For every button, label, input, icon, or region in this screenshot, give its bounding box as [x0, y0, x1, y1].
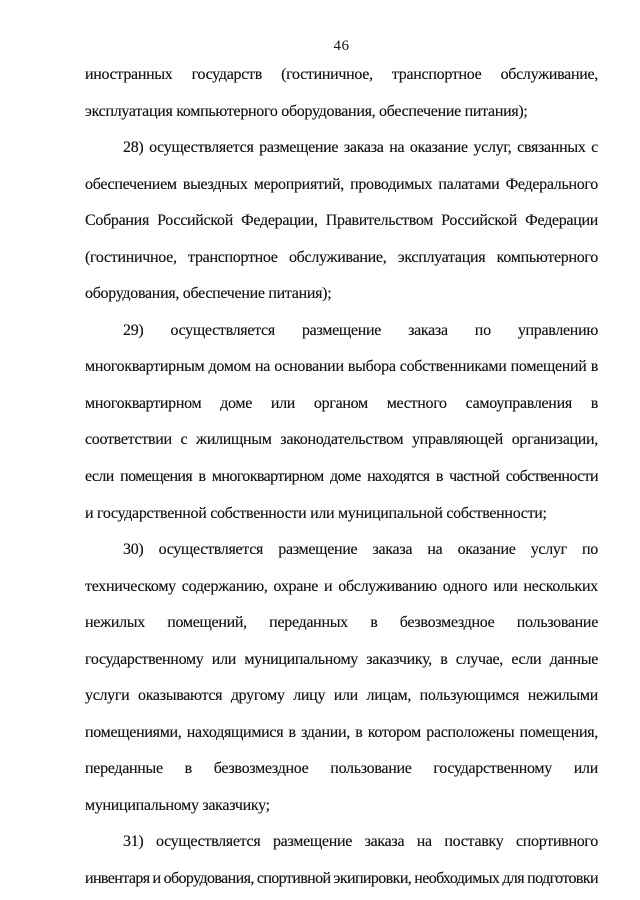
text-line: муниципальному заказчику; — [85, 796, 270, 814]
text-line: и государственной собственности или муниципальной собственности; — [85, 504, 547, 522]
text-line: нежилых помещений, переданных в безвозмездное пользование — [85, 614, 598, 632]
text-line: если помещения в многоквартирном доме находятся в частной собственности — [85, 468, 598, 486]
text-line: оборудования, обеспечение питания); — [85, 285, 332, 303]
text-line: иностранных государств (гостиничное, транспортное обслуживание, — [85, 66, 598, 83]
text-line: помещениями, находящимися в здании, в котором расположены помещения, — [85, 723, 598, 741]
text-block — [85, 57, 598, 898]
text-line: Собрания Российской Федерации, Правительством Российской Федерации — [85, 212, 598, 230]
text-line: обеспечением выездных мероприятий, проводимых палатами Федерального — [85, 175, 598, 193]
text-line: (гостиничное, транспортное обслуживание, эксплуатация компьютерного — [85, 248, 598, 266]
text-line: техническому содержанию, охране и обслуживанию одного или нескольких — [85, 577, 598, 595]
text-line: 28) осуществляется размещение заказа на оказание услуг, связанных с — [123, 139, 598, 157]
text-line: услуги оказываются другому лицу или лицам, пользующимся нежилыми — [85, 687, 598, 705]
text-line: 30) осуществляется размещение заказа на оказание услуг по — [123, 541, 598, 559]
text-line: 31) осуществляется размещение заказа на поставку спортивного — [123, 833, 598, 851]
text-line: эксплуатация компьютерного оборудования, обеспечение питания); — [85, 102, 528, 120]
text-line: многоквартирным домом на основании выбора собственниками помещений в — [85, 358, 598, 376]
text-line: 29) осуществляется размещение заказа по управлению — [123, 321, 598, 339]
page-number: 46 — [333, 38, 350, 54]
text-line: государственному или муниципальному заказчику, в случае, если данные — [85, 650, 598, 668]
text-line: многоквартирном доме или органом местного самоуправления в — [85, 394, 598, 412]
text-line: переданные в безвозмездное пользование государственному или — [85, 760, 598, 778]
text-line: соответствии с жилищным законодательством управляющей организации, — [85, 431, 598, 449]
text-line: инвентаря и оборудования, спортивной экипировки, необходимых для подготовки — [85, 870, 598, 888]
